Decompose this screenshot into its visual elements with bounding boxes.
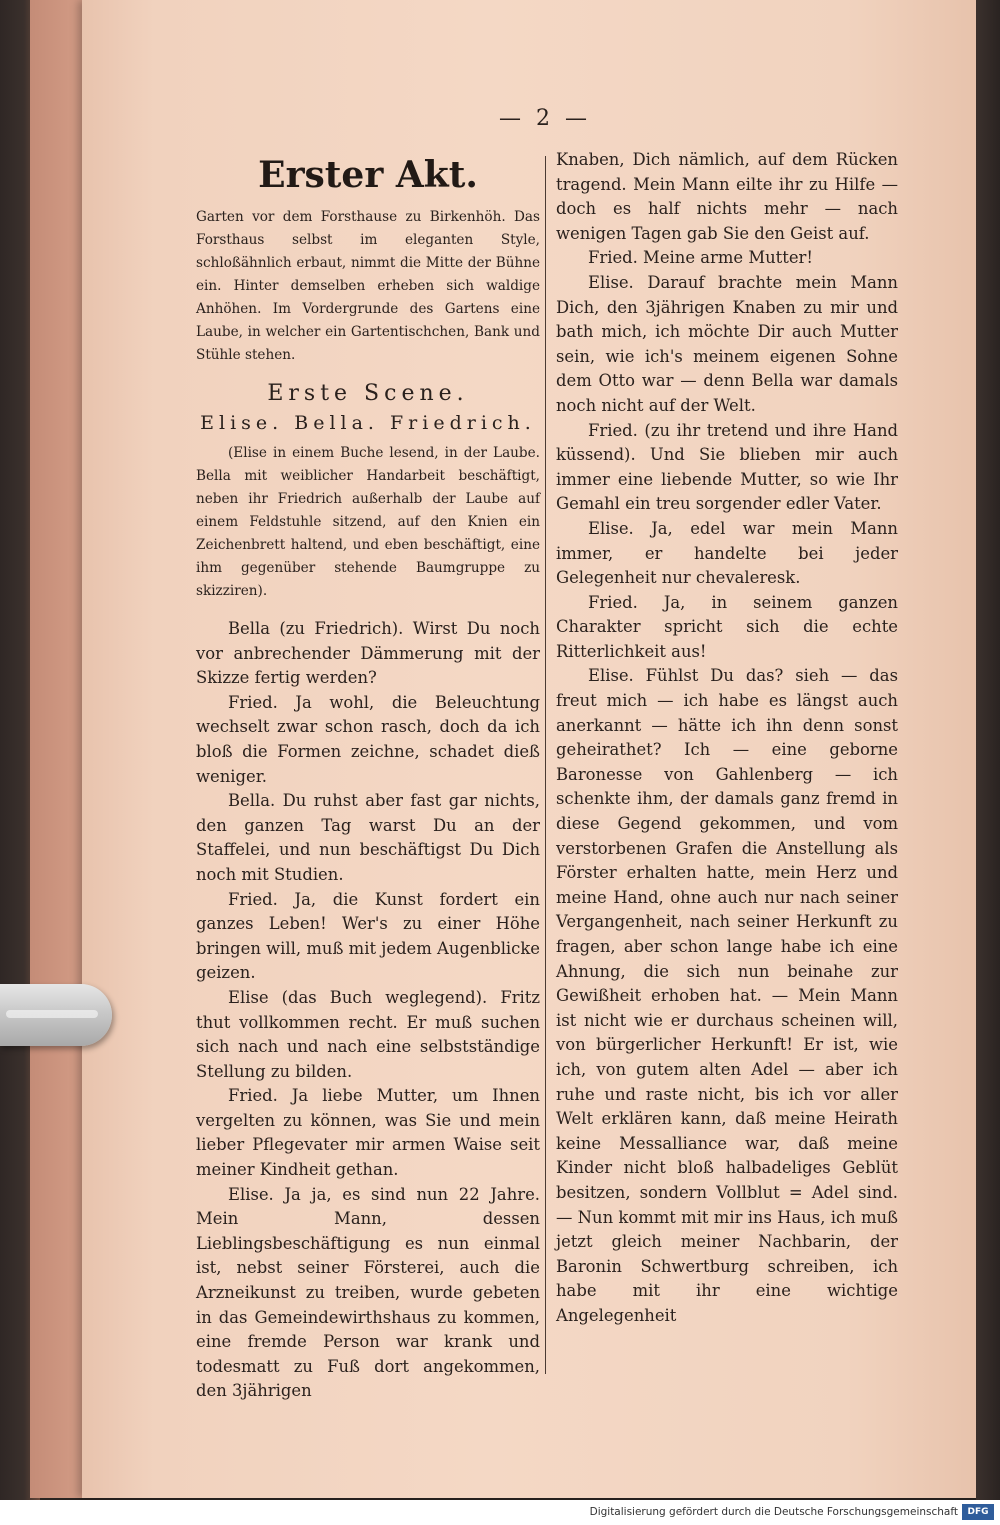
footer-bar <box>0 1500 1000 1525</box>
page-number: — 2 — <box>499 106 591 131</box>
dialogue-paragraph: Fried. Ja, in seinem ganzen Charakter spricht sich die echte Ritterlichkeit aus! <box>556 592 898 661</box>
dialogue-paragraph: Bella. Du ruhst aber fast gar nichts, den ganzen Tag warst Du an der Staffelei, und nun beschäftigst Du Dich noch mit Studien. <box>196 791 540 884</box>
scene-direction: (Elise in einem Buche lesend, in der Laube. Bella mit weiblicher Handarbeit beschäftigt, neben ihr Friedrich außerhalb der Laube auf einem Feldstuhle sitzend, auf den Knien ein Zeichenbrett haltend, und eben beschäftigt, eine ihm gegenüber stehende Baumgruppe zu skizziren). <box>196 445 540 599</box>
page-right-shadow <box>976 0 1000 1500</box>
dialogue-paragraph: Fried. (zu ihr tretend und ihre Hand küssend). Und Sie blieben mir auch immer eine liebende Mutter, so wie Ihr Gemahl ein treu sorgender edler Vater. <box>556 420 898 514</box>
funding-credit: Digitalisierung gefördert durch die Deutsche Forschungsgemeinschaft <box>589 1506 958 1518</box>
dialogue-paragraph: Elise. Ja, edel war mein Mann immer, er handelte bei jeder Gelegenheit nur chevaleresk. <box>556 518 898 588</box>
scanner-clip <box>0 984 112 1046</box>
dialogue-paragraph: Fried. Ja, die Kunst fordert ein ganzes Leben! Wer's zu einer Höhe bringen will, muß mit jedem Augenblicke geizen. <box>196 889 540 983</box>
dialogue-paragraph: Fried. Meine arme Mutter! <box>588 248 813 268</box>
dialogue-paragraph: Bella (zu Friedrich). Wirst Du noch vor anbrechender Dämmerung mit der Skizze fertig werden? <box>196 619 540 688</box>
right-column <box>556 148 898 1329</box>
dialogue-paragraph: Elise. Darauf brachte mein Mann Dich, den 3jährigen Knaben zu mir und bath mich, ich möchte Dir auch Mutter sein, wie ich's meinem eigenen Sohne dem Otto war — denn Bella war damals noch nicht auf der Welt. <box>556 272 898 415</box>
dialogue-paragraph: Knaben, Dich nämlich, auf dem Rücken tragend. Mein Mann eilte ihr zu Hilfe — doch es half nichts mehr — nach wenigen Tagen gab Sie den Geist auf. <box>556 150 898 243</box>
act-title: Erster Akt. <box>258 154 478 196</box>
dialogue-paragraph: Elise. Fühlst Du das? sieh — das freut mich — ich habe es längst auch anerkannt — hätte ich ihn denn sonst geheirathet? Ich — eine geborne Baronesse von Gahlenberg — ich schenkte ihm, der damals ganz fremd in diese Gegend gekommen, und vom verstorbenen Grafen die Anstellung als Förster erhalten hatte, mein Herz und meine Hand, ohne auch nur nach seiner Vergangenheit, nach seiner Herkunft zu fragen, aber schon lange habe ich eine Ahnung, die sich nun beinahe zur Gewißheit erhoben hat. — Mein Mann ist nicht wie er durchaus scheinen will, von bürgerlicher Herkunft! Er ist, wie ich, von gutem alten Adel — aber ich ruhe und raste nicht, bis ich vor aller Welt erklären kann, daß meine Heirath keine Messalliance war, daß meine Kinder nicht bloß halbadeliges Geblüt besitzen, sondern Vollblut = Adel sind. — Nun kommt mit mir ins Haus, ich muß jetzt gleich meiner Nachbarin, der Baronin Schwertburg schreiben, ich habe mit ihr eine wichtige Angelegenheit <box>556 666 898 1325</box>
column-divider <box>545 156 546 1374</box>
dialogue-paragraph: Fried. Ja wohl, die Beleuchtung wechselt zwar schon rasch, doch da ich bloß die Formen zeichne, schadet dieß weniger. <box>196 692 540 786</box>
left-column <box>196 148 540 1404</box>
scene-title: Erste Scene. <box>267 381 469 406</box>
dfg-logo: DFG <box>962 1504 994 1520</box>
dialogue-paragraph: Fried. Ja liebe Mutter, um Ihnen vergelten zu können, was Sie und mein lieber Pflegevater mir armen Waise seit meiner Kindheit gethan. <box>196 1086 540 1180</box>
dialogue-paragraph: Elise. Ja ja, es sind nun 22 Jahre. Mein Mann, dessen Lieblingsbeschäftigung es nun einmal ist, nebst seiner Försterei, auch die Arzneikunst zu treiben, wurde gebeten in das Gemeindewirthshaus zu kommen, eine fremde Person war krank und todesmatt zu Fuß dort angekommen, den 3jährigen <box>196 1184 540 1401</box>
stage-direction: Garten vor dem Forsthause zu Birkenhöh. Das Forsthaus selbst im eleganten Style, schloßähnlich erbaut, nimmt die Mitte der Bühne ein. Hinter demselben erheben sich waldige Anhöhen. Im Vordergrunde des Gartens eine Laube, in welcher ein Gartentischchen, Bank und Stühle stehen. <box>196 209 540 363</box>
dialogue-paragraph: Elise (das Buch weglegend). Fritz thut vollkommen recht. Er muß suchen sich nach und nach eine selbstständige Stellung zu bilden. <box>196 987 540 1081</box>
character-list: Elise. Bella. Friedrich. <box>200 412 536 434</box>
